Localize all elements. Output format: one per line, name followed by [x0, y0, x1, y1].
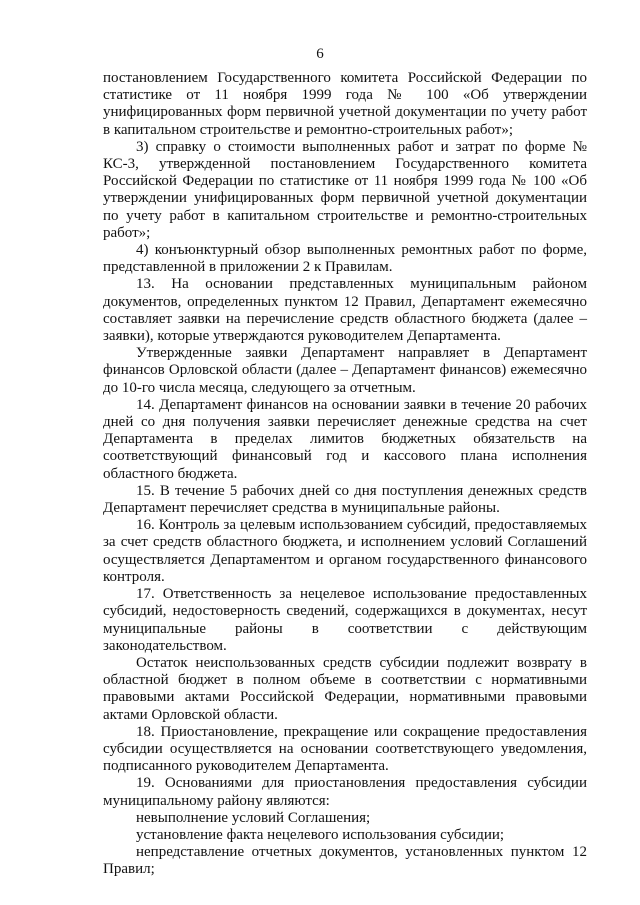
page-number: 6 — [316, 46, 324, 62]
paragraph-11: 18. Приостановление, прекращение или сокращение предоставления субсидии осуществляется на основании соответствующего уведомления, подписанного руководителем Департамента. — [103, 723, 587, 775]
document-body — [103, 70, 587, 879]
paragraph-9: 17. Ответственность за нецелевое использование предоставленных субсидий, недостоверность сведений, содержащихся в документах, несут муниципальные районы в соответствии с действующим законодательством. — [103, 586, 587, 654]
paragraph-10: Остаток неиспользованных средств субсидии подлежит возврату в областной бюджет в полном объеме в соответствии с нормативными правовыми актами Российской Федерации, нормативными правовыми актами Орловской области. — [103, 654, 587, 723]
paragraph-8: 16. Контроль за целевым использованием субсидий, предоставляемых за счет средств областного бюджета, и исполнением условий Соглашений осуществляется Департаментом и органом государственного финансового контроля. — [103, 517, 587, 585]
paragraph-7: 15. В течение 5 рабочих дней со дня поступления денежных средств Департамент перечисляет средства в муниципальные районы. — [103, 482, 587, 517]
paragraph-14: установление факта нецелевого использования субсидии; — [136, 826, 505, 843]
paragraph-6: 14. Департамент финансов на основании заявки в течение 20 рабочих дней со дня получения заявки перечисляет денежные средства на счет Департамента в пределах лимитов бюджетных обязательств на соответствующий финансовый год и кассового плана исполнения областного бюджета. — [103, 396, 587, 482]
paragraph-3: 4) конъюнктурный обзор выполненных ремонтных работ по форме, представленной в приложении 2 к Правилам. — [103, 242, 587, 276]
paragraph-13: невыполнение условий Соглашения; — [136, 809, 371, 826]
paragraph-5: Утвержденные заявки Департамент направляет в Департамент финансов Орловской области (далее – Департамент финансов) ежемесячно до 10-го числа месяца, следующего за отчетным. — [103, 345, 587, 396]
paragraph-15: непредставление отчетных документов, установленных пунктом 12 Правил; — [103, 844, 587, 878]
paragraph-1: постановлением Государственного комитета Российской Федерации по статистике от 11 ноября 1999 года № 100 «Об утверждении унифицированных форм первичной учетной документации по учету работ в капитальном строительстве и ремонтно-строительных работ»; — [103, 70, 587, 138]
paragraph-12: 19. Основаниями для приостановления предоставления субсидии муниципальному району являются: — [103, 775, 587, 809]
paragraph-2: 3) справку о стоимости выполненных работ и затрат по форме № КС-3, утвержденной постановлением Государственного комитета Российской Федерации по статистике от 11 ноября 1999 года № 100 «Об утверждении унифицированных форм первичной учетной документации по учету работ в капитальном строительстве и ремонтно-строительных работ»; — [103, 138, 587, 241]
paragraph-4: 13. На основании представленных муниципальным районом документов, определенных пунктом 12 Правил, Департамент ежемесячно составляет заявки на перечисление средств областного бюджета (далее – заявки), которые утверждаются руководителем Департамента. — [103, 276, 587, 345]
